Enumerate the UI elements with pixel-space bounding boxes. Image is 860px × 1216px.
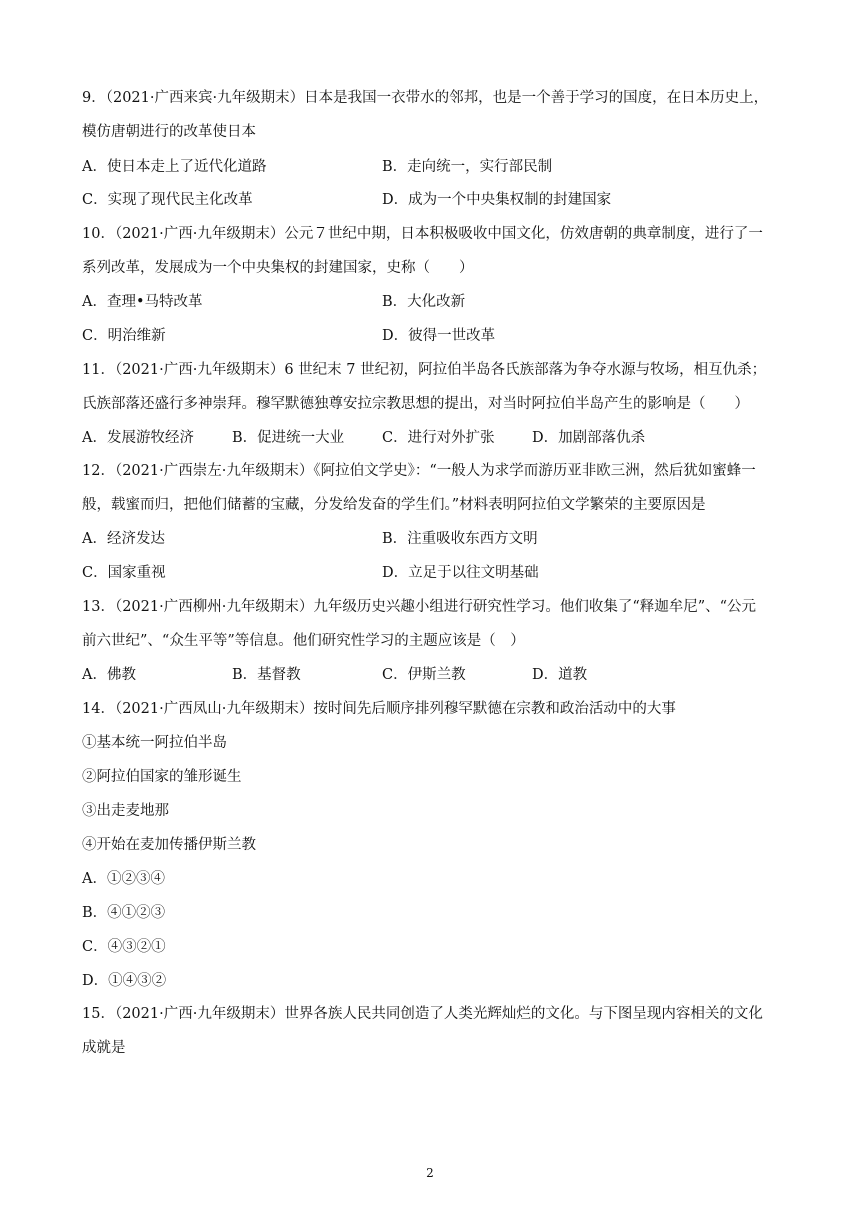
question-13-stem-line-1: 13．（2021·广西柳州·九年级期末）九年级历史兴趣小组进行研究性学习。他们收集了“释迦牟尼”、“公元 xyxy=(82,599,757,615)
question-13-option-d: D．道教 xyxy=(532,667,588,683)
question-12-stem-line-2: 般，载蜜而归，把他们储蓄的宝藏，分发给发奋的学生们。”材料表明阿拉伯文学繁荣的主要原因是 xyxy=(82,497,706,513)
question-9-stem-line-2: 模仿唐朝进行的改革使日本 xyxy=(82,124,256,140)
page-number: 2 xyxy=(426,1166,434,1180)
question-12-stem-line-1: 12．（2021·广西崇左·九年级期末）《阿拉伯文学史》：“一般人为求学而游历亚非欧三洲，然后犹如蜜蜂一 xyxy=(82,463,756,479)
question-10-stem-line-2: 系列改革，发展成为一个中央集权的封建国家，史称（ ） xyxy=(82,260,474,276)
question-13-option-c: C．伊斯兰教 xyxy=(382,667,466,683)
question-11-stem-line-1: 11．（2021·广西·九年级期末）6 世纪末 7 世纪初，阿拉伯半岛各氏族部落为争夺水源与牧场，相互仇杀； xyxy=(82,362,767,378)
question-10-stem-line-1: 10．（2021·广西·九年级期末）公元７世纪中期，日本积极吸收中国文化，仿效唐朝的典章制度，进行了一 xyxy=(82,226,763,242)
question-11-option-a: A．发展游牧经济 xyxy=(82,430,194,446)
question-14-option-d: D．①④③② xyxy=(82,973,167,989)
question-15-stem-line-2: 成就是 xyxy=(82,1040,126,1056)
question-14-event-4: ④开始在麦加传播伊斯兰教 xyxy=(82,837,256,853)
question-14-stem-line-1: 14．（2021·广西凤山·九年级期末）按时间先后顺序排列穆罕默德在宗教和政治活动中的大事 xyxy=(82,701,676,717)
question-10-option-a: A．查理•马特改革 xyxy=(82,294,203,310)
question-13-option-a: A．佛教 xyxy=(82,667,136,683)
question-11-option-c: C．进行对外扩张 xyxy=(382,430,495,446)
question-10-option-d: D．彼得一世改革 xyxy=(382,328,496,344)
question-12-option-b: B．注重吸收东西方文明 xyxy=(382,531,538,547)
question-12-option-d: D．立足于以往文明基础 xyxy=(382,565,539,581)
question-9-stem-line-1: 9．（2021·广西来宾·九年级期末）日本是我国一衣带水的邻邦，也是一个善于学习的国度，在日本历史上， xyxy=(82,90,769,106)
question-9-option-a: A．使日本走上了近代化道路 xyxy=(82,159,267,175)
question-10-option-b: B．大化改新 xyxy=(382,294,466,310)
question-15-stem-line-1: 15．（2021·广西·九年级期末）世界各族人民共同创造了人类光辉灿烂的文化。与下图呈现内容相关的文化 xyxy=(82,1006,763,1022)
question-9-option-c: C．实现了现代民主化改革 xyxy=(82,192,253,208)
question-14-option-a: A．①②③④ xyxy=(82,871,165,887)
question-13-option-b: B．基督教 xyxy=(232,667,301,683)
question-11-option-d: D．加剧部落仇杀 xyxy=(532,430,646,446)
question-11-stem-line-2: 氏族部落还盛行多神崇拜。穆罕默德独尊安拉宗教思想的提出，对当时阿拉伯半岛产生的影响是（ ） xyxy=(82,396,749,412)
question-9-option-b: B．走向统一，实行部民制 xyxy=(382,159,553,175)
question-10-option-c: C．明治维新 xyxy=(82,328,166,344)
question-11-option-b: B．促进统一大业 xyxy=(232,430,345,446)
question-14-event-2: ②阿拉伯国家的雏形诞生 xyxy=(82,769,242,785)
question-12-option-a: A．经济发达 xyxy=(82,531,165,547)
question-14-option-b: B．④①②③ xyxy=(82,905,166,921)
question-14-event-3: ③出走麦地那 xyxy=(82,803,169,819)
question-14-option-c: C．④③②① xyxy=(82,939,166,955)
question-12-option-c: C．国家重视 xyxy=(82,565,166,581)
question-13-stem-line-2: 前六世纪”、“众生平等”等信息。他们研究性学习的主题应该是（ ） xyxy=(82,633,525,649)
question-9-option-d: D．成为一个中央集权制的封建国家 xyxy=(382,192,612,208)
question-14-event-1: ①基本统一阿拉伯半岛 xyxy=(82,735,227,751)
